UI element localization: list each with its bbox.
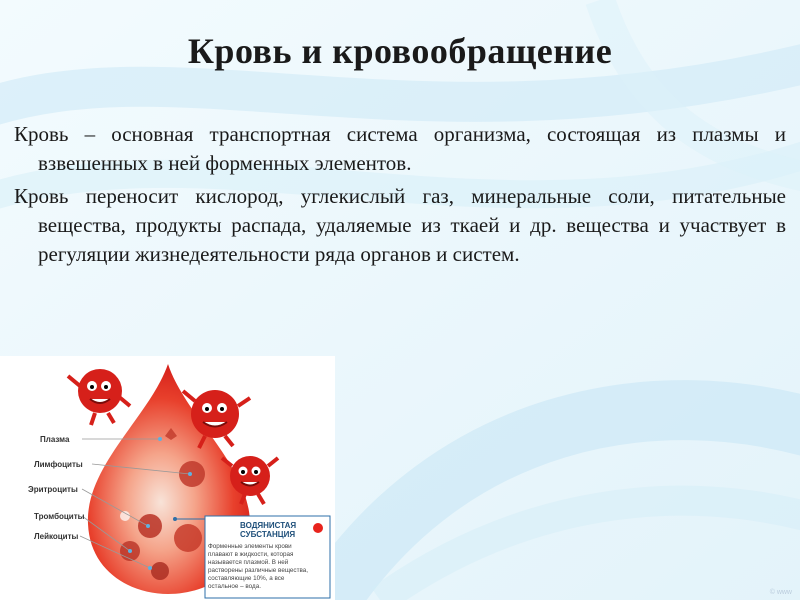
info-box-line: называется плазмой. В ней xyxy=(208,559,289,566)
info-box-icon xyxy=(313,523,323,533)
slide-title: Кровь и кровообращение xyxy=(187,31,613,71)
label-erythrocytes: Эритроциты xyxy=(28,485,78,494)
paragraph-blood-function: Кровь переносит кислород, углекислый газ, минеральные соли, питательные вещества, продукты распада, удаляемые из ткаей и др. вещества и участвует в регуляции жизнедеятельности ряда органов и систем. xyxy=(14,184,786,266)
blood-drop-illustration xyxy=(0,356,335,600)
label-leukocytes: Лейкоциты xyxy=(34,532,79,541)
label-lymphocytes: Лимфоциты xyxy=(34,460,83,469)
watermark: © www xyxy=(769,589,792,596)
cartoon-cell-left xyxy=(68,369,130,425)
info-box-title-line1: ВОДЯНИСТАЯ xyxy=(240,521,297,530)
slide-body xyxy=(14,120,786,273)
paragraph-blood-definition: Кровь – основная транспортная система организма, состоящая из плазмы и взвешенных в ней форменных элементов. xyxy=(14,122,786,175)
info-box-line: составляющие 10%, а все xyxy=(208,575,285,582)
label-platelets: Тромбоциты xyxy=(34,512,85,521)
info-box-line: растворены различные вещества, xyxy=(208,567,308,574)
info-box-line: остальное – вода. xyxy=(208,583,261,590)
info-box-line: Форменные элементы крови xyxy=(208,543,292,550)
label-plasma: Плазма xyxy=(40,435,70,444)
info-box-title-line2: СУБСТАНЦИЯ xyxy=(240,530,296,539)
info-box-line: плавают в жидкости, которая xyxy=(208,551,294,558)
